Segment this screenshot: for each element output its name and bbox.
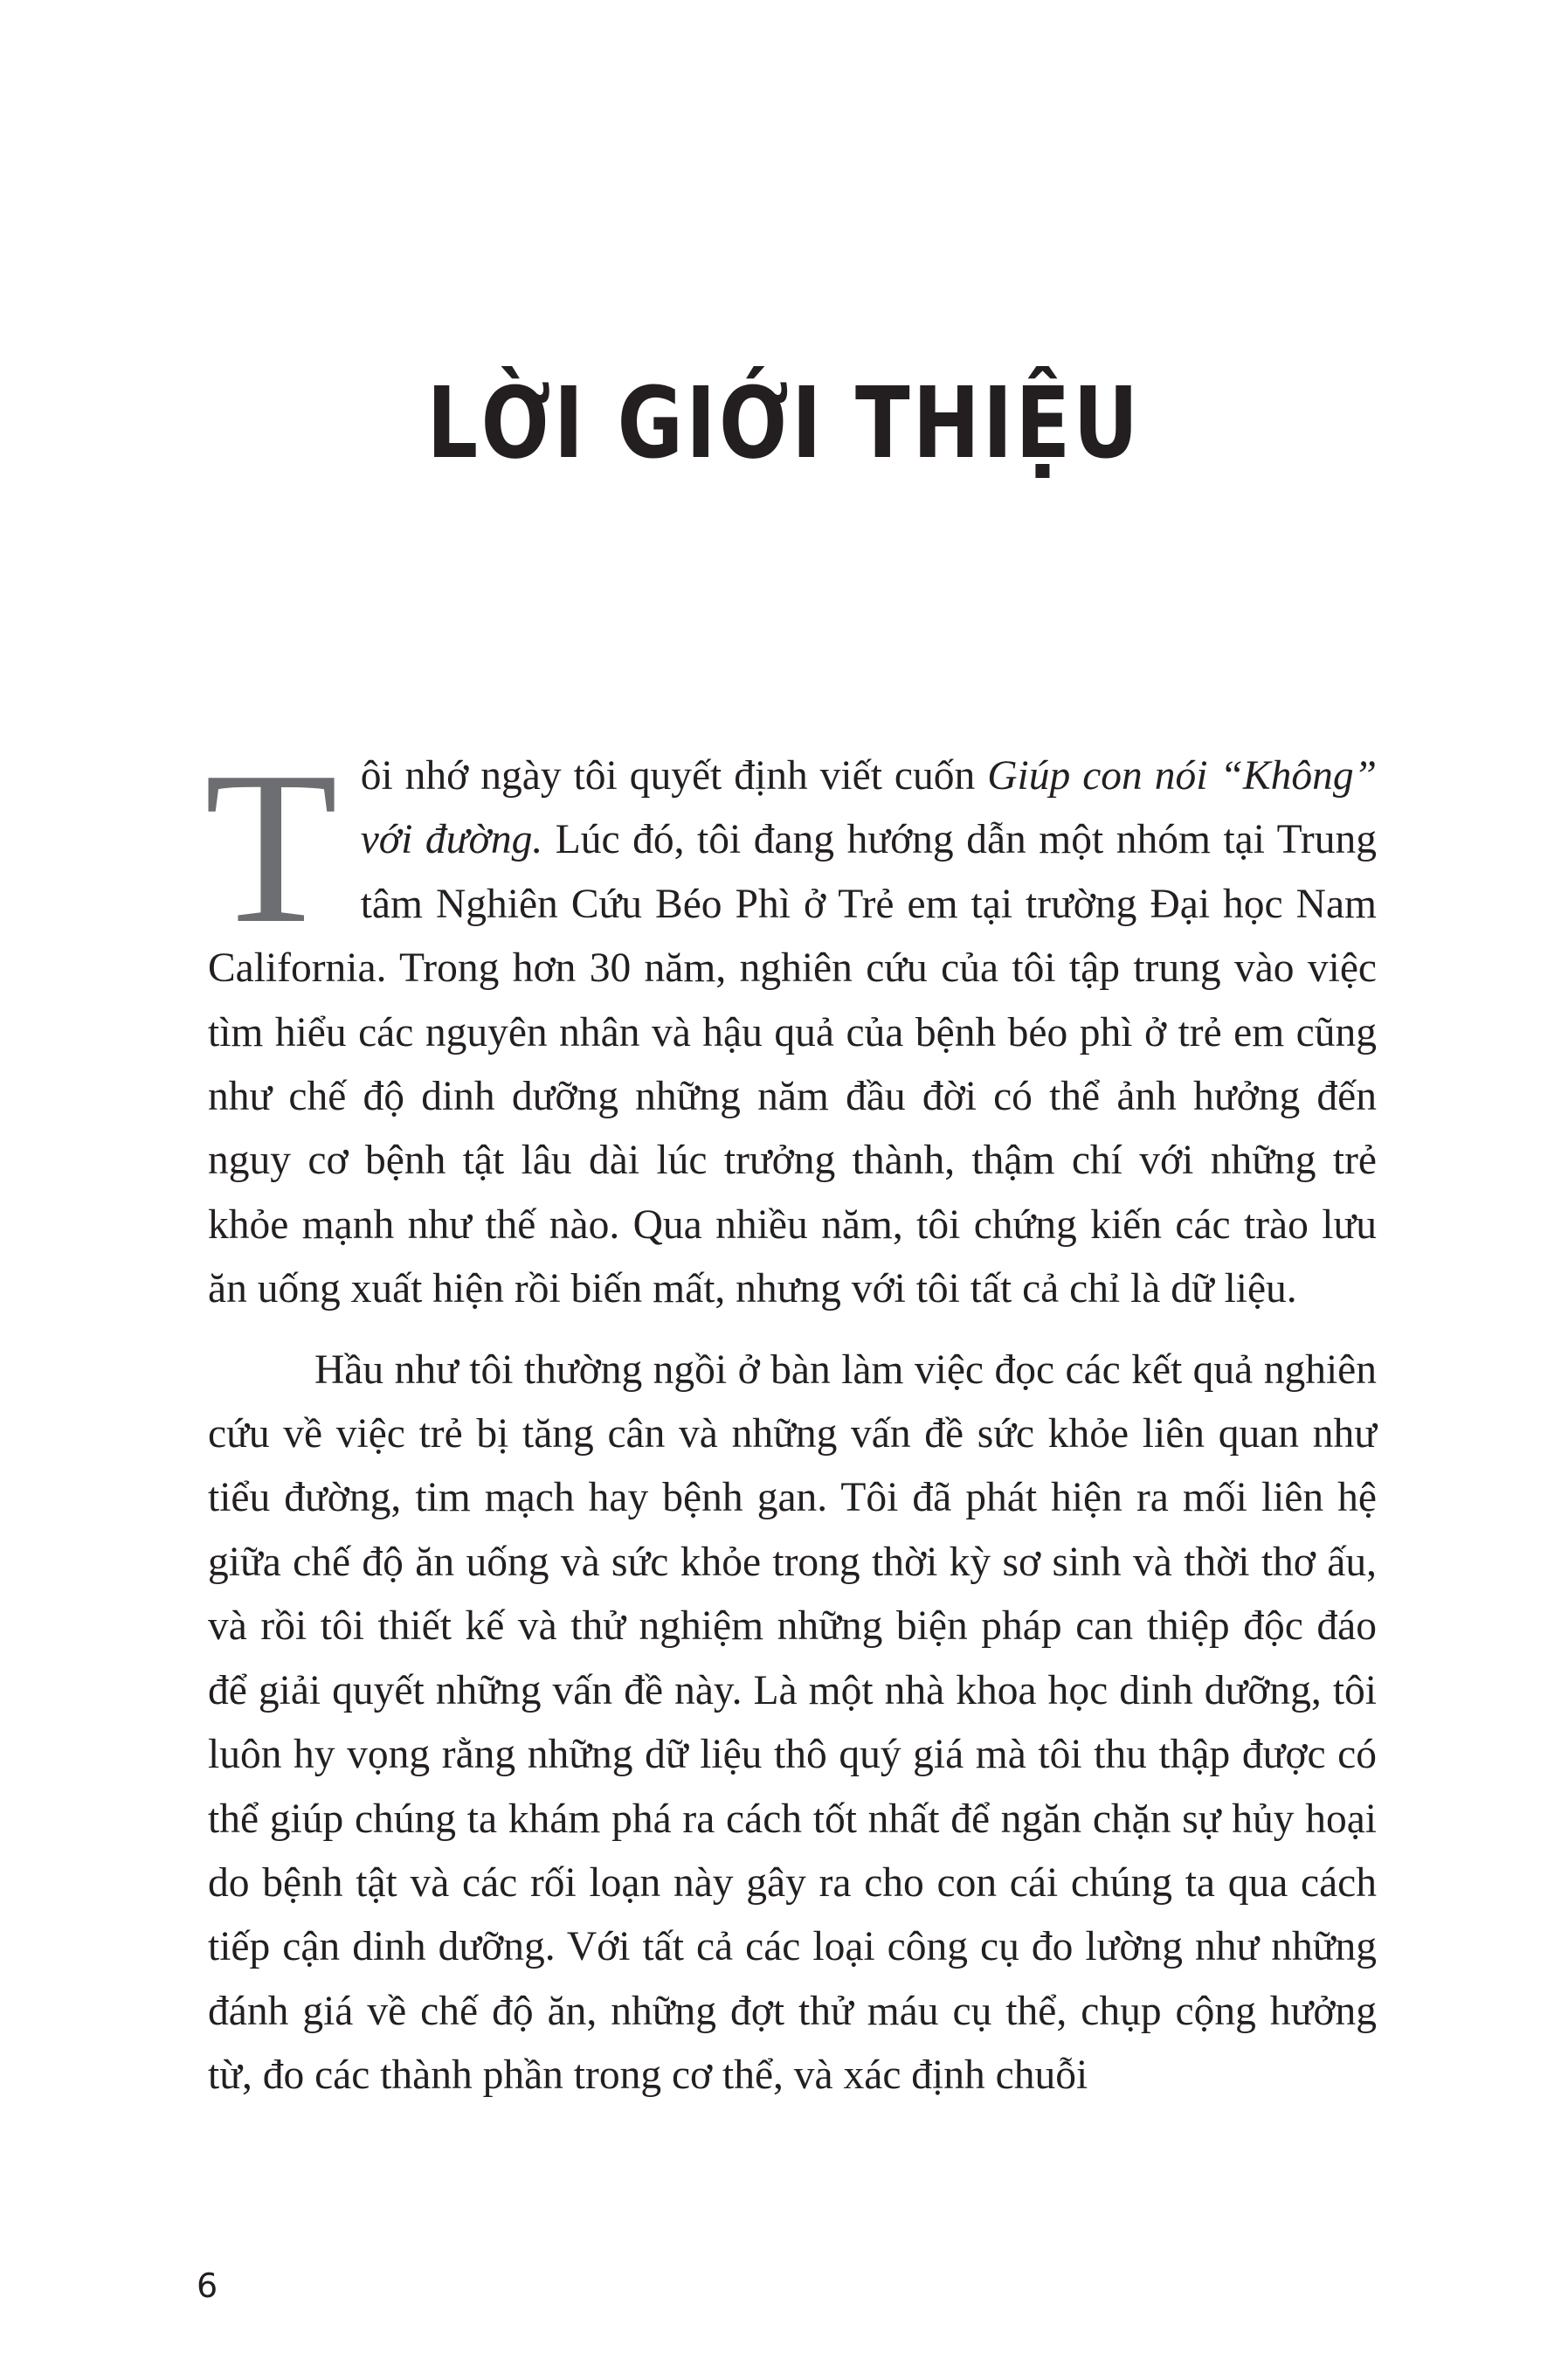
paragraph-2: Hầu như tôi thường ngồi ở bàn làm việc đọc các kết quả nghiên cứu về việc trẻ bị tăng cân và những vấn đề sức khỏe liên quan như tiểu đường, tim mạch hay bệnh gan. Tôi đã phát hiện ra mối liên hệ giữa chế độ ăn uống và sức khỏe trong thời kỳ sơ sinh và thời thơ ấu, và rồi tôi thiết kế và thử nghiệm những biện pháp can thiệp độc đáo để giải quyết những vấn đề này. Là một nhà khoa học dinh dưỡng, tôi luôn hy vọng rằng những dữ liệu thô quý giá mà tôi thu thập được có thể giúp chúng ta khám phá ra cách tốt nhất để ngăn chặn sự hủy hoại do bệnh tật và các rối loạn này gây ra cho con cái chúng ta qua cách tiếp cận dinh dưỡng. Với tất cả các loại công cụ đo lường như những đánh giá về chế độ ăn, những đợt thử máu cụ thể, chụp cộng hưởng từ, đo các thành phần trong cơ thể, và xác định chuỗi <box>208 1346 1377 2099</box>
drop-cap: T <box>204 727 338 969</box>
paragraph-1 <box>204 727 1377 1322</box>
paragraph-1-body: Lúc đó, tôi đang hướng dẫn một nhóm tại Trung tâm Nghiên Cứu Béo Phì ở Trẻ em tại trường Đại học Nam California. Trong hơn 30 năm, nghiên cứu của tôi tập trung vào việc tìm hiểu các nguyên nhân và hậu quả của bệnh béo phì ở trẻ em cũng như chế độ dinh dưỡng những năm đầu đời có thể ảnh hưởng đến nguy cơ bệnh tật lâu dài lúc trưởng thành, thậm chí với những trẻ khỏe mạnh như thế nào. Qua nhiều năm, tôi chứng kiến các trào lưu ăn uống xuất hiện rồi biến mất, nhưng với tôi tất cả chỉ là dữ liệu. <box>208 817 1377 1312</box>
paragraph-1-lead: ôi nhớ ngày tôi quyết định viết cuốn <box>360 753 988 799</box>
book-title: Giúp con nói “Không” với đường. <box>360 753 1377 863</box>
body-text <box>204 727 1377 2108</box>
page-number: 6 <box>197 2267 218 2305</box>
chapter-title: LỜI GIỚI THIỆU <box>426 367 1142 481</box>
